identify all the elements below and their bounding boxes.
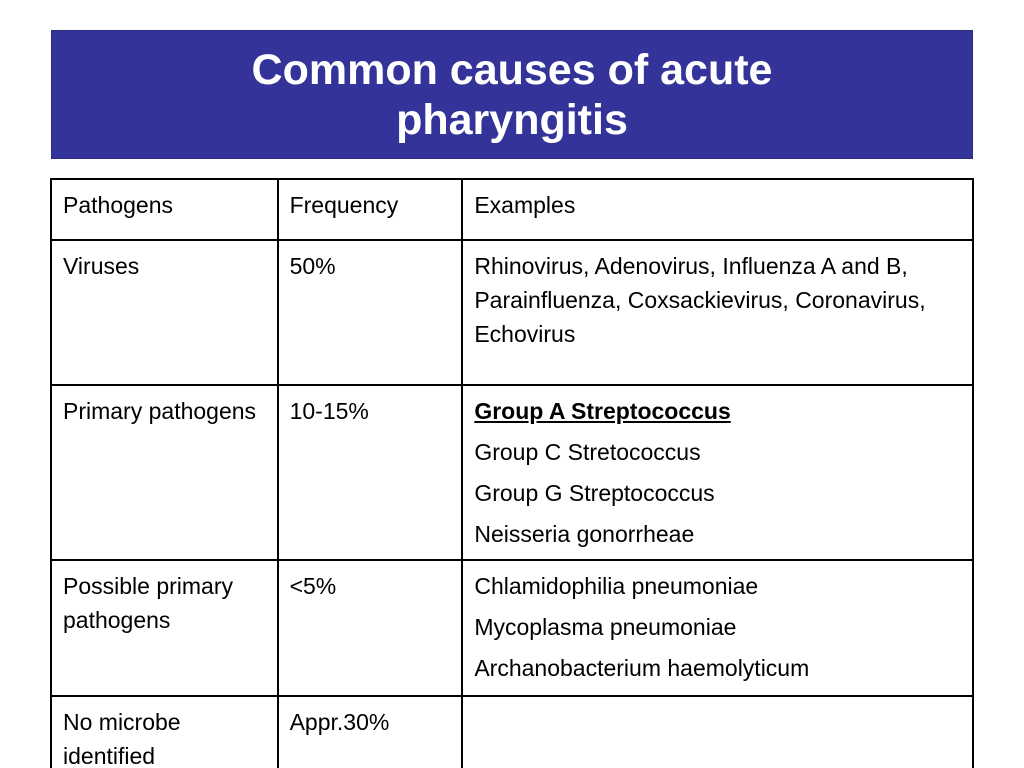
cell-pathogens: No microbe identified <box>51 696 278 768</box>
cell-frequency: 50% <box>278 240 463 385</box>
header-pathogens: Pathogens <box>51 179 278 240</box>
example-item: Chlamidophilia pneumoniae <box>474 573 759 599</box>
example-item: Group C Stretococcus <box>474 439 701 465</box>
slide-title: Common causes of acute pharyngitis <box>251 45 773 144</box>
cell-examples <box>462 385 973 560</box>
header-examples: Examples <box>462 179 973 240</box>
cell-frequency: <5% <box>278 560 463 696</box>
example-item: Archanobacterium haemolyticum <box>474 655 810 681</box>
table-header-row <box>51 179 973 240</box>
example-item: Mycoplasma pneumoniae <box>474 614 737 640</box>
table-row <box>51 696 973 768</box>
example-emphasized: Group A Streptococcus <box>474 398 731 424</box>
title-banner <box>51 30 973 159</box>
cell-examples <box>462 560 973 696</box>
cell-frequency: 10-15% <box>278 385 463 560</box>
example-item: Group G Streptococcus <box>474 480 715 506</box>
table-row <box>51 560 973 696</box>
header-frequency: Frequency <box>278 179 463 240</box>
example-item: Neisseria gonorrheae <box>474 521 695 547</box>
cell-pathogens: Possible primary pathogens <box>51 560 278 696</box>
cell-examples: Rhinovirus, Adenovirus, Influenza A and B, Parainfluenza, Coxsackievirus, Coronavirus, Echovirus <box>462 240 973 385</box>
table-row <box>51 240 973 385</box>
pharyngitis-causes-table <box>50 178 974 768</box>
cell-pathogens: Primary pathogens <box>51 385 278 560</box>
cell-frequency: Appr.30% <box>278 696 463 768</box>
table-row <box>51 385 973 560</box>
cell-pathogens: Viruses <box>51 240 278 385</box>
cell-examples <box>462 696 973 768</box>
